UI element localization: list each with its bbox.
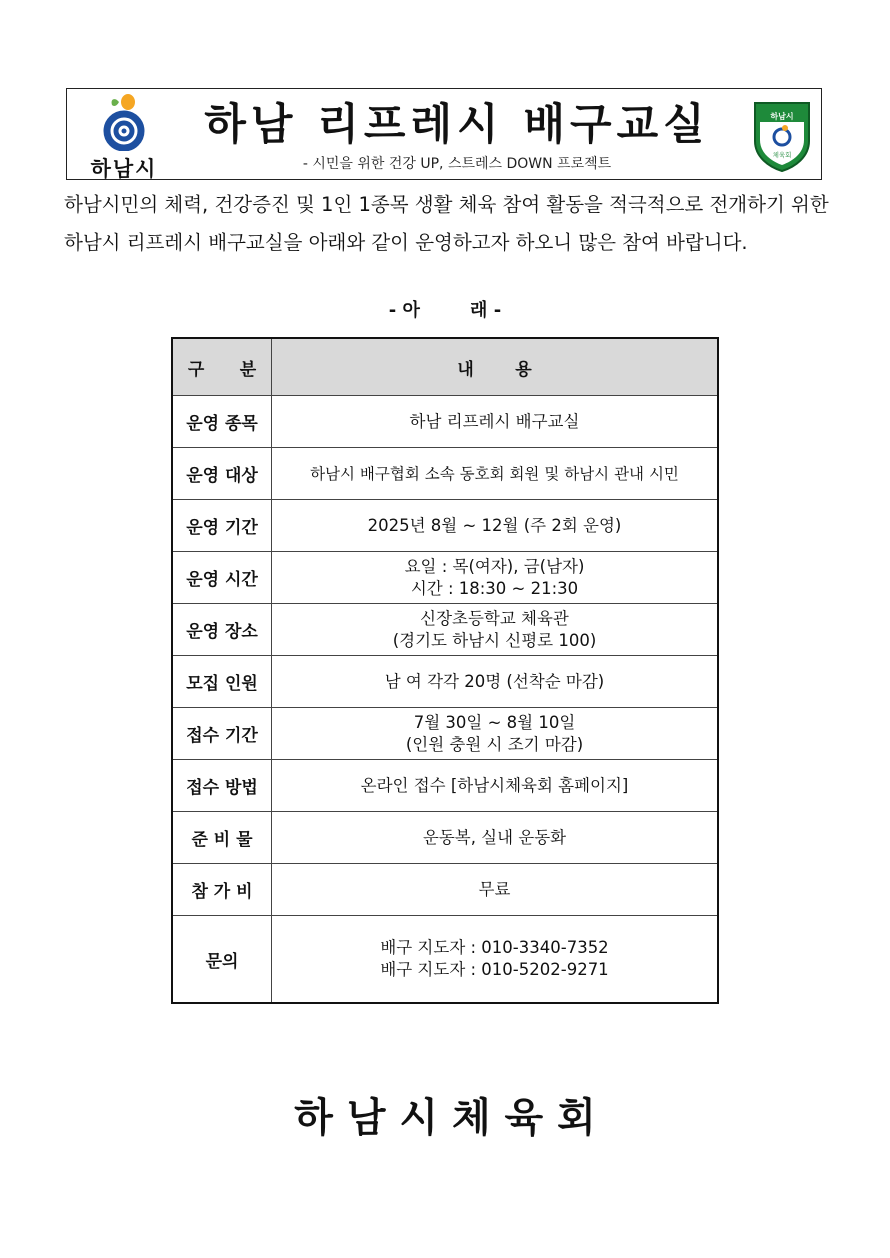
value-line: 배구 지도자 : 010-5202-9271 <box>380 960 609 979</box>
value-line: 운동복, 실내 운동화 <box>422 827 567 847</box>
row-value <box>272 916 719 1004</box>
value-line: 배구 지도자 : 010-3340-7352 <box>380 938 609 957</box>
value-line: 하남 리프레시 배구교실 <box>409 411 580 431</box>
row-label: 운영 종목 <box>172 396 272 448</box>
table-header-row <box>172 338 718 396</box>
value-line: 무료 <box>478 879 511 899</box>
value-line: 시간 : 18:30 ~ 21:30 <box>410 578 579 598</box>
value-line: (인원 충원 시 조기 마감) <box>405 734 584 754</box>
value-line: (경기도 하남시 신평로 100) <box>392 630 597 650</box>
row-value <box>272 812 719 864</box>
value-line: 하남시 배구협회 소속 동호회 회원 및 하남시 관내 시민 <box>310 464 679 483</box>
value-line: 2025년 8월 ~ 12월 (주 2회 운영) <box>367 515 622 535</box>
table-row <box>172 760 718 812</box>
row-label: 운영 장소 <box>172 604 272 656</box>
value-line: 남 여 각각 20명 (선착순 마감) <box>384 671 605 691</box>
table-row <box>172 396 718 448</box>
row-label: 모집 인원 <box>172 656 272 708</box>
row-label: 접수 방법 <box>172 760 272 812</box>
table-row <box>172 500 718 552</box>
row-value <box>272 604 719 656</box>
sports-council-emblem <box>751 97 813 173</box>
row-value <box>272 760 719 812</box>
table-row <box>172 916 718 1004</box>
logo-text: 하남시 <box>90 157 158 181</box>
row-label: 접수 기간 <box>172 708 272 760</box>
table-row <box>172 812 718 864</box>
table-row <box>172 604 718 656</box>
row-value <box>272 864 719 916</box>
header-content-cell: 내 용 <box>272 338 719 396</box>
table-row <box>172 708 718 760</box>
table-row <box>172 656 718 708</box>
program-info-table <box>171 337 719 1004</box>
page-title: 하남 리프레시 배구교실 <box>204 100 710 150</box>
row-label: 문의 <box>172 916 272 1004</box>
hanam-swirl-logo-icon <box>95 93 153 151</box>
value-line: 신장초등학교 체육관 <box>420 608 569 628</box>
shield-emblem-icon <box>751 97 813 173</box>
table-row <box>172 864 718 916</box>
value-line: 7월 30일 ~ 8월 10일 <box>413 712 576 732</box>
row-value <box>272 708 719 760</box>
page-subtitle: - 시민을 위한 건강 UP, 스트레스 DOWN 프로젝트 <box>302 156 612 172</box>
row-value <box>272 448 719 500</box>
row-value <box>272 500 719 552</box>
row-label: 운영 시간 <box>172 552 272 604</box>
table-row <box>172 552 718 604</box>
header-box <box>66 88 822 180</box>
intro-paragraph: 하남시민의 체력, 건강증진 및 1인 1종목 생활 체육 참여 활동을 적극적으로 전개하기 위한 하남시 리프레시 배구교실을 아래와 같이 운영하고자 하오니 많은 참여 바랍니다. <box>64 193 829 254</box>
header-label-cell: 구 분 <box>172 338 272 396</box>
value-line: 요일 : 목(여자), 금(남자) <box>404 556 585 576</box>
row-label: 운영 대상 <box>172 448 272 500</box>
organization-footer: 하 남 시 체 육 회 <box>294 1095 596 1141</box>
row-label: 운영 기간 <box>172 500 272 552</box>
hanam-city-logo <box>81 93 167 181</box>
row-value <box>272 396 719 448</box>
emblem-bottom-text: 체육회 <box>772 151 792 159</box>
row-value <box>272 552 719 604</box>
value-line: 온라인 접수 [하남시체육회 홈페이지] <box>360 775 629 795</box>
notice-heading: - 아 래 - <box>388 300 502 321</box>
row-label: 참 가 비 <box>172 864 272 916</box>
emblem-top-text: 하남시 <box>770 112 794 121</box>
row-label: 준 비 물 <box>172 812 272 864</box>
table-row <box>172 448 718 500</box>
row-value <box>272 656 719 708</box>
